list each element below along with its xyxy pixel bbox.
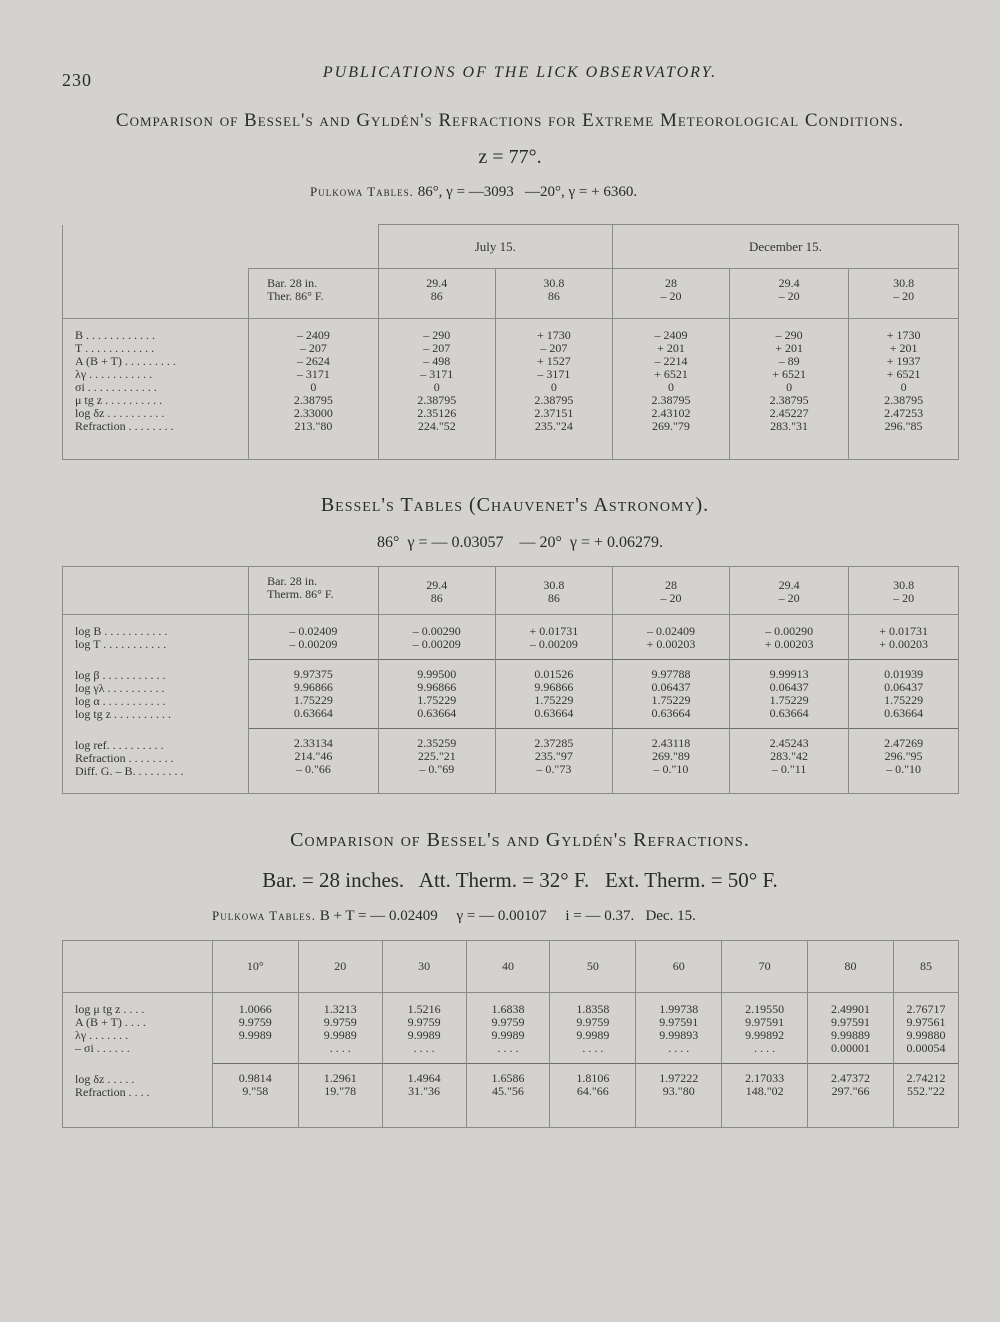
table-cell-value: 1.5216	[407, 1002, 441, 1016]
table-cell-value: 1.8106	[576, 1071, 610, 1085]
table1-col-header	[849, 269, 959, 319]
table-cell-value: 2.33000	[293, 406, 333, 420]
section1-subtitle-label: Pulkowa Tables.	[310, 184, 414, 199]
table-cell-value: – 3171	[296, 367, 330, 381]
table2-group1-labels	[63, 615, 249, 794]
table1-corner	[63, 225, 249, 269]
table-cell-value: log β . . . . . . . . . . .	[75, 668, 166, 682]
table-cell-value: 283."31	[770, 419, 809, 433]
table-cell-value: + 1730	[886, 328, 921, 342]
table-cell-value: 2.38795	[417, 393, 457, 407]
table-cell-value: 30.8	[543, 276, 565, 290]
table-cell-value: 0	[433, 380, 440, 394]
table1-col-header	[249, 269, 379, 319]
table-cell-value: 28	[664, 276, 677, 290]
table-cell-value: 1.75229	[884, 693, 924, 707]
table-cell-value: 9."58	[242, 1084, 269, 1098]
table-cell-value: – 207	[540, 341, 568, 355]
table-cell-value: . . . .	[582, 1041, 604, 1055]
table3-data-column	[212, 993, 298, 1128]
table-cell-value: 1.6838	[491, 1002, 525, 1016]
table-cell-value: 0.63664	[884, 706, 924, 720]
section3-subtitle-values: B + T = — 0.02409 γ = — 0.00107 i = — 0.37. Dec. 15.	[319, 908, 696, 924]
table-cell-value: 1.0066	[238, 1002, 272, 1016]
table-cell-value: 9.96866	[293, 680, 333, 694]
table-cell-value: . . . .	[497, 1041, 519, 1055]
table-cell-value: – 0."10	[653, 762, 689, 776]
table3-col-header: 30	[382, 941, 466, 993]
table-cell-value: 9.9989	[576, 1028, 610, 1042]
table-cell-value: . . . .	[413, 1041, 435, 1055]
table1-data-column	[730, 319, 849, 460]
table-cell-value: 2.35259	[417, 736, 457, 750]
table-cell-value: – 2409	[654, 328, 688, 342]
table-cell-value: . . . .	[754, 1041, 776, 1055]
table-cell-value: 1.75229	[417, 693, 457, 707]
table3-data-column	[808, 993, 894, 1128]
section1-subtitle-values: 86°, γ = —3093 —20°, γ = + 6360.	[417, 184, 638, 200]
table-cell-value: 2.37151	[534, 406, 574, 420]
table-cell-value: 9.9759	[238, 1015, 272, 1029]
table-cell-value: – 207	[299, 341, 327, 355]
table-cell-value: 225."21	[417, 749, 456, 763]
table3-data-column	[466, 993, 550, 1128]
table-cell-value: 2.38795	[884, 393, 924, 407]
table-cell-value: 0.63664	[769, 706, 809, 720]
section3-conditions: Bar. = 28 inches. Att. Therm. = 32° F. Ext. Therm. = 50° F.	[262, 868, 778, 892]
table-cell-value: + 1937	[886, 354, 921, 368]
table-cell-value: 0.06437	[651, 680, 691, 694]
table-cell-value: 1.99738	[659, 1002, 699, 1016]
table-cell-value: – 0.00209	[289, 637, 338, 651]
table-cell-value: 30.8	[893, 578, 915, 592]
table1-group-december: December 15.	[612, 225, 958, 269]
table-cell-value: – 0."10	[886, 762, 922, 776]
table-cell-value: 1.4964	[407, 1071, 441, 1085]
table-cell-value: + 201	[775, 341, 803, 355]
table1-col-header	[612, 269, 729, 319]
table-cell-value: – 0.00290	[765, 624, 814, 638]
table1-row-labels	[63, 319, 249, 460]
table2-col-header	[495, 567, 612, 615]
table-cell-value: 0.63664	[651, 706, 691, 720]
table-cell-value: – 20	[660, 289, 682, 303]
section3-title: Comparison of Bessel's and Gyldén's Refractions.	[290, 829, 750, 851]
table-cell-value: 2.38795	[651, 393, 691, 407]
table-cell-value: B . . . . . . . . . . . .	[75, 328, 156, 342]
table2-data-column	[249, 615, 379, 794]
table-cell-value: + 0.01731	[879, 624, 928, 638]
table-cell-value: 283."42	[770, 749, 809, 763]
table3-col-header: 60	[636, 941, 722, 993]
table-cell-value: 2.76717	[906, 1002, 946, 1016]
table-cell-value: Refraction . . . . . . . .	[75, 419, 174, 433]
table-cell-value: 9.97561	[906, 1015, 946, 1029]
table-cell-value: 28	[664, 578, 677, 592]
table3	[62, 940, 959, 1128]
table-cell-value: 45."56	[492, 1084, 524, 1098]
table3-data-column	[893, 993, 958, 1128]
table-cell-value: 9.96866	[534, 680, 574, 694]
table3-data-column	[722, 993, 808, 1128]
table-cell-value: λγ . . . . . . . . . . .	[75, 367, 153, 381]
table-cell-value: 86	[547, 289, 560, 303]
table-cell-value: 9.9989	[491, 1028, 525, 1042]
running-head: PUBLICATIONS OF THE LICK OBSERVATORY.	[322, 64, 718, 81]
table-cell-value: 2.38795	[769, 393, 809, 407]
table-cell-value: 1.2961	[323, 1071, 357, 1085]
table-cell-value: – 0."73	[536, 762, 572, 776]
table3-col-header: 40	[466, 941, 550, 993]
table-cell-value: 29.4	[778, 578, 800, 592]
table-cell-value: – 20	[893, 289, 915, 303]
table-cell-value: Diff. G. – B. . . . . . . . .	[75, 764, 184, 778]
table-cell-value: 9.9989	[323, 1028, 357, 1042]
table-cell-value: + 6521	[772, 367, 806, 381]
table-cell-value: 0	[667, 380, 674, 394]
table-cell-value: 30.8	[893, 276, 915, 290]
table-cell-value: 2.74212	[906, 1071, 946, 1085]
table-cell-value: – 0."11	[771, 762, 807, 776]
table1	[62, 224, 959, 460]
table-cell-value: 9.97788	[651, 667, 691, 681]
table1-data-column	[849, 319, 959, 460]
table-cell-value: λγ . . . . . . .	[75, 1028, 129, 1042]
table-cell-value: log α . . . . . . . . . . .	[75, 694, 166, 708]
table-cell-value: – 290	[423, 328, 451, 342]
table-cell-value: – 498	[423, 354, 451, 368]
table-cell-value: 1.6586	[491, 1071, 525, 1085]
table-cell-value: 0.00054	[906, 1041, 946, 1055]
table2-col-header	[849, 567, 959, 615]
table-cell-value: 9.97375	[293, 667, 333, 681]
table-cell-value: Bar. 28 in.	[267, 276, 318, 290]
table-cell-value: 1.75229	[769, 693, 809, 707]
table3-data-column	[550, 993, 636, 1128]
table-cell-value: – 290	[775, 328, 803, 342]
table-cell-value: 0.06437	[884, 680, 924, 694]
table-cell-value: Ther. 86° F.	[267, 289, 324, 303]
table-cell-value: 0.63664	[293, 706, 333, 720]
table-cell-value: 9.9989	[407, 1028, 441, 1042]
table-cell-value: 0	[310, 380, 317, 394]
table-cell-value: A (B + T) . . . . . . . . .	[75, 354, 176, 368]
table-cell-value: 9.97591	[659, 1015, 699, 1029]
table1-col-header	[378, 269, 495, 319]
table-cell-value: 214."46	[294, 749, 333, 763]
table-cell-value: – 2624	[296, 354, 330, 368]
table-cell-value: – 0."69	[419, 762, 455, 776]
table-cell-value: 9.99893	[659, 1028, 699, 1042]
table-cell-value: 29.4	[426, 276, 448, 290]
table1-data-column	[612, 319, 729, 460]
table-cell-value: + 0.01731	[529, 624, 579, 638]
table-cell-value: 0	[550, 380, 557, 394]
table-cell-value: 0.06437	[769, 680, 809, 694]
table1-col-header	[730, 269, 849, 319]
table-cell-value: log B . . . . . . . . . . .	[75, 624, 168, 638]
table-cell-value: 2.45243	[769, 736, 809, 750]
table-cell-value: σi . . . . . . . . . . . .	[75, 380, 157, 394]
table-cell-value: 235."97	[534, 749, 573, 763]
table-cell-value: – 20	[893, 591, 915, 605]
table-cell-value: 2.35126	[417, 406, 457, 420]
table-cell-value: – 20	[778, 591, 800, 605]
table-cell-value: 2.47253	[884, 406, 924, 420]
table-cell-value: 9.9989	[238, 1028, 272, 1042]
table-cell-value: + 201	[657, 341, 685, 355]
table-cell-value: – 20	[778, 289, 800, 303]
table-cell-value: 2.38795	[293, 393, 333, 407]
table-cell-value: 2.19550	[745, 1002, 785, 1016]
table-cell-value: + 1730	[536, 328, 571, 342]
table-cell-value: 0.63664	[534, 706, 574, 720]
table-cell-value: 64."66	[576, 1084, 609, 1098]
table-cell-value: 1.75229	[534, 693, 574, 707]
table-cell-value: 9.96866	[417, 680, 457, 694]
section3-subtitle	[212, 908, 696, 925]
table-cell-value: – 0.02409	[289, 624, 338, 638]
table-cell-value: 9.99889	[831, 1028, 871, 1042]
table-cell-value: 269."89	[652, 749, 690, 763]
table3-row-labels	[63, 993, 213, 1128]
table-cell-value: 2.49901	[831, 1002, 871, 1016]
table-cell-value: – 0.02409	[646, 624, 695, 638]
table3-data-column	[298, 993, 382, 1128]
table-cell-value: 29.4	[426, 578, 448, 592]
table-cell-value: 19."78	[324, 1084, 357, 1098]
table-cell-value: 2.47372	[831, 1071, 871, 1085]
table-cell-value: + 6521	[886, 367, 921, 381]
table-cell-value: log T . . . . . . . . . . .	[75, 637, 167, 651]
table-cell-value: 269."79	[652, 419, 690, 433]
table-cell-value: Bar. 28 in.	[267, 574, 318, 588]
table-cell-value: – 20	[660, 591, 682, 605]
table1-group-july: July 15.	[378, 225, 612, 269]
table2-col-header	[730, 567, 849, 615]
table-cell-value: 0	[786, 380, 793, 394]
table2-data-column	[612, 615, 729, 794]
table2-col-header	[249, 567, 379, 615]
table-cell-value: 9.9759	[323, 1015, 357, 1029]
table-cell-value: 2.38795	[534, 393, 574, 407]
section3-subtitle-label: Pulkowa Tables.	[212, 908, 316, 923]
table-cell-value: A (B + T) . . . .	[75, 1015, 146, 1029]
table-cell-value: – 0.00209	[529, 637, 578, 651]
table-cell-value: 296."85	[884, 419, 923, 433]
table-cell-value: + 0.00203	[764, 637, 814, 651]
table-cell-value: log δz . . . . . . . . . .	[75, 406, 165, 420]
table-cell-value: μ tg z . . . . . . . . . .	[75, 393, 163, 407]
table-cell-value: 86	[430, 591, 443, 605]
table-cell-value: 224."52	[417, 419, 456, 433]
table-cell-value: + 6521	[654, 367, 688, 381]
page-number: 230	[62, 70, 92, 90]
table-cell-value: 2.33134	[293, 736, 333, 750]
table-cell-value: 29.4	[778, 276, 800, 290]
section2-subtitle: 86° γ = — 0.03057 — 20° γ = + 0.06279.	[376, 534, 663, 551]
table-cell-value: 86	[430, 289, 443, 303]
table-cell-value: . . . .	[668, 1041, 690, 1055]
table-cell-value: . . . .	[329, 1041, 351, 1055]
table-cell-value: log δz . . . . .	[75, 1072, 135, 1086]
table-cell-value: – 0.00290	[412, 624, 461, 638]
table-cell-value: – 2214	[654, 354, 688, 368]
table-cell-value	[213, 1042, 298, 1055]
table-cell-value: T . . . . . . . . . . . .	[75, 341, 155, 355]
table-cell-value: 1.8358	[576, 1002, 610, 1016]
table-cell-value: + 0.00203	[646, 637, 696, 651]
table-cell-value: 213."80	[294, 419, 333, 433]
table2-data-column	[378, 615, 495, 794]
table-cell-value: 31."36	[408, 1084, 441, 1098]
table-cell-value: 2.37285	[534, 736, 574, 750]
table1-data-column	[378, 319, 495, 460]
table-cell-value: 0.00001	[831, 1041, 871, 1055]
table-cell-value: log tg z . . . . . . . . . .	[75, 707, 171, 721]
table-cell-value: 148."02	[745, 1084, 784, 1098]
table-cell-value: 2.43102	[651, 406, 691, 420]
table-cell-value: 9.97591	[831, 1015, 871, 1029]
table1-data-column	[495, 319, 612, 460]
table3-col-header: 85	[893, 941, 958, 993]
table-cell-value: log μ tg z . . . .	[75, 1002, 145, 1016]
table-cell-value: 0.9814	[238, 1071, 272, 1085]
table-cell-value: 9.97591	[745, 1015, 785, 1029]
table-cell-value: 296."95	[884, 749, 923, 763]
section1-subtitle	[310, 184, 637, 201]
table2-col-header	[378, 567, 495, 615]
table-cell-value: 0.63664	[417, 706, 457, 720]
table3-col-header: 70	[722, 941, 808, 993]
table-cell-value: 297."66	[831, 1084, 870, 1098]
table-cell-value: 2.17033	[745, 1071, 785, 1085]
table-cell-value: + 0.00203	[879, 637, 928, 651]
table2	[62, 566, 959, 794]
table-cell-value: 9.9759	[491, 1015, 525, 1029]
table-cell-value: Refraction . . . .	[75, 1085, 150, 1099]
table-cell-value: 9.99892	[745, 1028, 785, 1042]
table-cell-value: 235."24	[534, 419, 573, 433]
table1-col-header	[495, 269, 612, 319]
table-cell-value: – 207	[423, 341, 451, 355]
table2-data-column	[495, 615, 612, 794]
table2-data-column	[849, 615, 959, 794]
table3-col-header: 50	[550, 941, 636, 993]
table-cell-value: – 89	[778, 354, 800, 368]
table2-data-column	[730, 615, 849, 794]
table1-data-column	[249, 319, 379, 460]
table-cell-value: + 201	[889, 341, 918, 355]
table-cell-value: 1.3213	[323, 1002, 357, 1016]
table-cell-value: – σi . . . . . .	[75, 1041, 130, 1055]
table-cell-value: 9.9759	[407, 1015, 441, 1029]
table-cell-value: 9.9759	[576, 1015, 610, 1029]
table3-col-header: 20	[298, 941, 382, 993]
table-cell-value: – 0."66	[295, 762, 331, 776]
table-cell-value: + 1527	[536, 354, 571, 368]
table3-col-header: 80	[808, 941, 894, 993]
table-cell-value: 1.97222	[659, 1071, 699, 1085]
table3-data-column	[636, 993, 722, 1128]
table-cell-value: 552."22	[907, 1084, 945, 1098]
table-cell-value: log ref. . . . . . . . . .	[75, 738, 164, 752]
section2-title: Bessel's Tables (Chauvenet's Astronomy).	[320, 494, 710, 516]
table3-data-column	[382, 993, 466, 1128]
table-cell-value: 2.45227	[769, 406, 809, 420]
table-cell-value: 9.99880	[906, 1028, 946, 1042]
section1-title: Comparison of Bessel's and Gyldén's Refractions for Extreme Meteorological Conditions.	[115, 110, 905, 131]
table-cell-value: 0.01939	[884, 667, 924, 681]
table-cell-value: 0	[900, 380, 907, 394]
table-cell-value: 86	[547, 591, 560, 605]
table-cell-value: – 3171	[537, 367, 571, 381]
table-cell-value: – 2409	[296, 328, 330, 342]
table-cell-value: – 0.00209	[412, 637, 461, 651]
table-cell-value: 1.75229	[293, 693, 333, 707]
table-cell-value: Refraction . . . . . . . .	[75, 751, 174, 765]
table3-col-header: 10°	[212, 941, 298, 993]
table2-col-header	[612, 567, 729, 615]
section1-z-line: z = 77°.	[478, 146, 542, 168]
table-cell-value: 9.99913	[769, 667, 809, 681]
table-cell-value: 93."80	[662, 1084, 695, 1098]
table-cell-value: 1.75229	[651, 693, 691, 707]
table-cell-value: log γλ . . . . . . . . . .	[75, 681, 165, 695]
table-cell-value: – 3171	[420, 367, 454, 381]
table-cell-value: Therm. 86° F.	[267, 587, 334, 601]
table-cell-value: 9.99500	[417, 667, 457, 681]
table-cell-value: 30.8	[543, 578, 565, 592]
table-cell-value: 0.01526	[534, 667, 574, 681]
table-cell-value: 2.47269	[884, 736, 924, 750]
table-cell-value: 2.43118	[651, 736, 691, 750]
